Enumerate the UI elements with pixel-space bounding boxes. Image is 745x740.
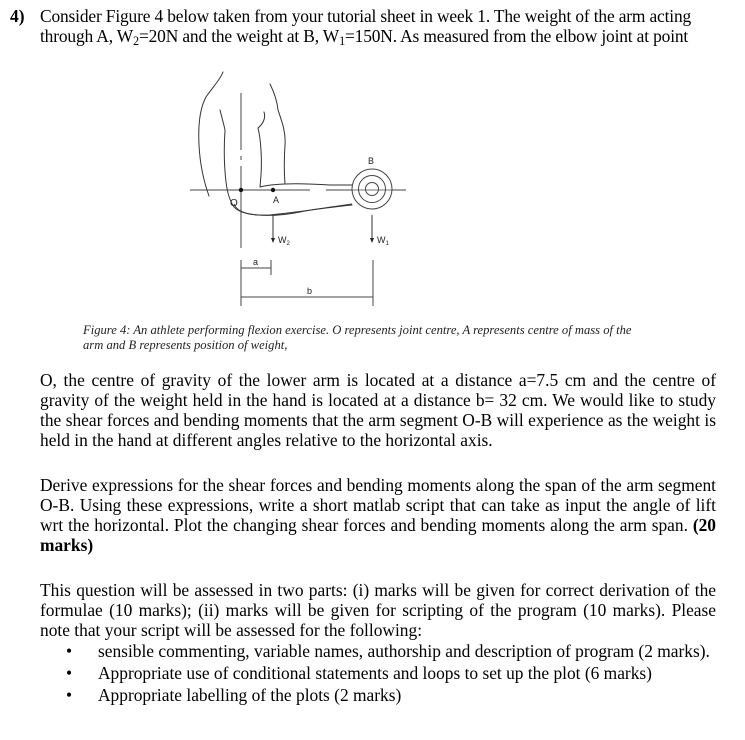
figure-caption: Figure 4: An athlete performing flexion exercise. O represents joint centre, A represents centre of mass of the arm and B represents position of weight, <box>83 323 632 352</box>
criteria-text: Appropriate use of conditional statements and loops to set up the plot (6 marks) <box>98 663 652 683</box>
paragraph-problem-description: O, the centre of gravity of the lower arm is located at a distance a=7.5 cm and the centre of gravity of the weight held in the hand is located at a distance b= 32 cm. We would like to study the shear forces and bending moments that the arm segment O-B will experience as the weight is held in the hand at different angles relative to the horizontal axis. <box>40 370 716 450</box>
label-b-dimension: b <box>307 286 313 296</box>
task-marks: (20 marks) <box>40 515 716 555</box>
arrow-w1-head <box>370 238 374 243</box>
label-w1: $W_1$ <box>377 235 389 247</box>
criteria-item <box>60 641 716 661</box>
point-a <box>271 188 275 192</box>
point-o <box>239 188 243 192</box>
intro-line-1: Consider Figure 4 below taken from your tutorial sheet in week 1. The weight of the arm acting <box>40 6 692 26</box>
label-a: A <box>273 195 280 205</box>
label-a-dimension: a <box>253 257 259 267</box>
intro-line-2: through A, $W_2=20N$ and the weight at B, $W_1=150N$. As measured from the elbow joint at point <box>40 26 689 48</box>
forearm-bottom-line <box>234 204 352 215</box>
label-w2: $W_2$ <box>278 235 290 247</box>
question-number: 4) <box>10 6 25 26</box>
upper-arm-front-line <box>258 112 265 187</box>
bullet-icon: • <box>66 641 73 661</box>
arrow-w2-head <box>271 238 275 243</box>
upper-arm-back-line <box>220 110 352 215</box>
forearm-top-line <box>260 184 353 187</box>
criteria-text: Appropriate labelling of the plots (2 marks) <box>98 685 402 705</box>
paragraph-assessment: This question will be assessed in two parts: (i) marks will be given for correct derivation of the formulae (10 marks); (ii) marks will be given for scripting of the program (10 marks). Please note that your script will be assessed for the following: <box>40 580 716 640</box>
label-o: O <box>230 198 238 209</box>
bullet-icon: • <box>66 685 73 705</box>
criteria-text: sensible commenting, variable names, authorship and description of program (2 marks). <box>98 641 710 661</box>
weight-b-inner-ring <box>366 183 379 196</box>
paragraph-task <box>40 475 716 555</box>
criteria-item <box>60 685 716 705</box>
dimension-b <box>241 260 373 306</box>
label-b: B <box>368 156 375 166</box>
assessment-criteria-list <box>60 641 716 707</box>
task-text: Derive expressions for the shear forces and bending moments along the span of the arm segment O-B. Using these expressions, write a short matlab script that can take as input the angle of lift wrt the horizontal. Plot the changing shear forces and bending moments along the arm span. <box>40 475 716 535</box>
bullet-icon: • <box>66 663 73 683</box>
torso-outline <box>199 72 223 196</box>
bicep-line <box>270 84 285 184</box>
criteria-item <box>60 663 716 683</box>
figure-4-arm-diagram <box>0 0 745 320</box>
